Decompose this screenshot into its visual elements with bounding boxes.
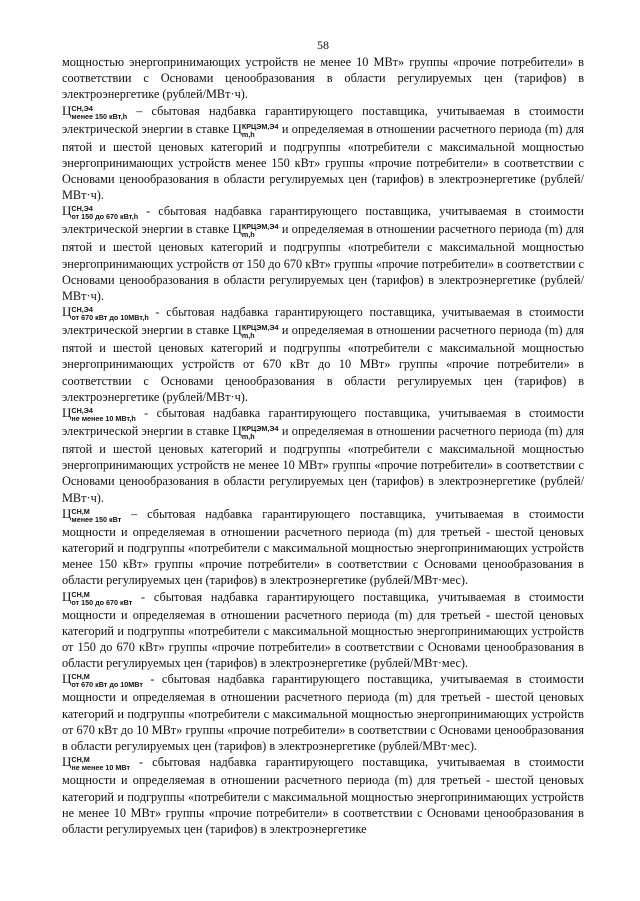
- definition-text: и определяемая в отношении расчетного периода (m) для пятой и шестой ценовых категорий и подгруппы «потребители с максимальной мощностью энергопринимающих устройств от 670 кВт до 10 МВт» группы «прочие потребители» в соответствии с Основами ценообразования в области регулируемых цен (тарифов) в электроэнергетике (рублей/МВт·ч).: [62, 323, 584, 404]
- definition-paragraph: [62, 405, 584, 506]
- definition-paragraph: [62, 203, 584, 304]
- formula-symbol: Ц СН,Э4 от 150 до 670 кВт,h: [62, 203, 139, 222]
- definition-paragraph: [62, 589, 584, 672]
- definition-paragraph: [62, 103, 584, 204]
- definition-text: и определяемая в отношении расчетного периода (m) для пятой и шестой ценовых категорий и подгруппы «потребители с максимальной мощностью энергопринимающих устройств не менее 10 МВт» группы «прочие потребители» в соответствии с Основами ценообразования в области регулируемых цен (тарифов) в электроэнергетике (рублей/МВт·ч).: [62, 424, 584, 505]
- definition-text: и определяемая в отношении расчетного периода (m) для пятой и шестой ценовых категорий и подгруппы «потребители с максимальной мощностью энергопринимающих устройств менее 150 кВт» группы «прочие потребители» в соответствии с Основами ценообразования в области регулируемых цен (тарифов) в электроэнергетике (рублей/МВт·ч).: [62, 121, 584, 203]
- definition-paragraph: [62, 754, 584, 837]
- formula-symbol: Ц СН,М не менее 10 МВт: [62, 754, 130, 773]
- formula-symbol: Ц СН,Э4 менее 150 кВт,h: [62, 102, 128, 121]
- definition-text: - сбытовая надбавка гарантирующего поставщика, учитываемая в стоимости электрической энергии в ставке: [62, 204, 584, 237]
- definition-text: - сбытовая надбавка гарантирующего поставщика, учитываемая в стоимости мощности и определяемая в отношении расчетного периода (m) для третьей - шестой ценовых категорий и подгруппы «потребители с максимальной мощностью энергопринимающих устройств от 150 до 670 кВт» группы «прочие потребители» в соответствии с Основами ценообразования в области регулируемых цен (тарифов) в электроэнергетике (рублей/МВт·мес).: [62, 589, 584, 671]
- definition-text: - сбытовая надбавка гарантирующего поставщика, учитываемая в стоимости электрической энергии в ставке: [62, 406, 584, 439]
- rate-symbol: Ц КРЦЭМ,Э4 m,h: [232, 322, 279, 341]
- rate-symbol: Ц КРЦЭМ,Э4 m,h: [232, 423, 279, 442]
- definition-text: - сбытовая надбавка гарантирующего поставщика, учитываемая в стоимости мощности и определяемая в отношении расчетного периода (m) для третьей - шестой ценовых категорий и подгруппы «потребители с максимальной мощностью энергопринимающих устройств не менее 10 МВт» группы «прочие потребители» в соответствии с Основами ценообразования в области регулируемых цен (тарифов) в электроэнергетике: [62, 755, 584, 836]
- intro-paragraph: мощностью энергопринимающих устройств не менее 10 МВт» группы «прочие потребители» в соответствии с Основами ценообразования в области регулируемых цен (тарифов) в электроэнергетике (рублей/МВт·ч).: [62, 55, 584, 102]
- definition-text: - сбытовая надбавка гарантирующего поставщика, учитываемая в стоимости электрической энергии в ставке: [62, 305, 584, 338]
- definition-text: – сбытовая надбавка гарантирующего поставщика, учитываемая в стоимости мощности и определяемая в отношении расчетного периода (m) для третьей - шестой ценовых категорий и подгруппы «потребители с максимальной мощностью энергопринимающих устройств менее 150 кВт» группы «прочие потребители» в соответствии с Основами ценообразования в области регулируемых цен (тарифов) в электроэнергетике (рублей/МВт·мес).: [62, 506, 584, 588]
- definition-text: и определяемая в отношении расчетного периода (m) для пятой и шестой ценовых категорий и подгруппы «потребители с максимальной мощностью энергопринимающих устройств от 150 до 670 кВт» группы «прочие потребители» в соответствии с Основами ценообразования в области регулируемых цен (тарифов) в электроэнергетике (рублей/МВт·ч).: [62, 222, 584, 304]
- formula-symbol: Ц СН,Э4 от 670 кВт до 10МВт,h: [62, 304, 149, 323]
- document-body: [62, 54, 584, 837]
- definition-paragraph: [62, 304, 584, 405]
- definition-paragraph: [62, 671, 584, 754]
- page-number: 58: [317, 38, 329, 52]
- definition-paragraph: [62, 506, 584, 589]
- formula-symbol: Ц СН,Э4 не менее 10 МВт,h: [62, 405, 136, 424]
- definition-text: - сбытовая надбавка гарантирующего поставщика, учитываемая в стоимости мощности и определяемая в отношении расчетного периода (m) для третьей - шестой ценовых категорий и подгруппы «потребители с максимальной мощностью энергопринимающих устройств от 670 кВт до 10 МВт» группы «прочие потребители» в соответствии с Основами ценообразования в области регулируемых цен (тарифов) в электроэнергетике (рублей/МВт·мес).: [62, 672, 584, 754]
- formula-symbol: Ц СН,М менее 150 кВт: [62, 505, 122, 524]
- definition-text: – сбытовая надбавка гарантирующего поставщика, учитываемая в стоимости электрической энергии в ставке: [62, 103, 584, 136]
- formula-symbol: Ц СН,М от 670 кВт до 10МВт: [62, 671, 143, 690]
- rate-symbol: Ц КРЦЭМ,Э4 m,h: [232, 221, 279, 240]
- formula-symbol: Ц СН,М от 150 до 670 кВт: [62, 588, 133, 607]
- rate-symbol: Ц КРЦЭМ,Э4 m,h: [232, 120, 279, 139]
